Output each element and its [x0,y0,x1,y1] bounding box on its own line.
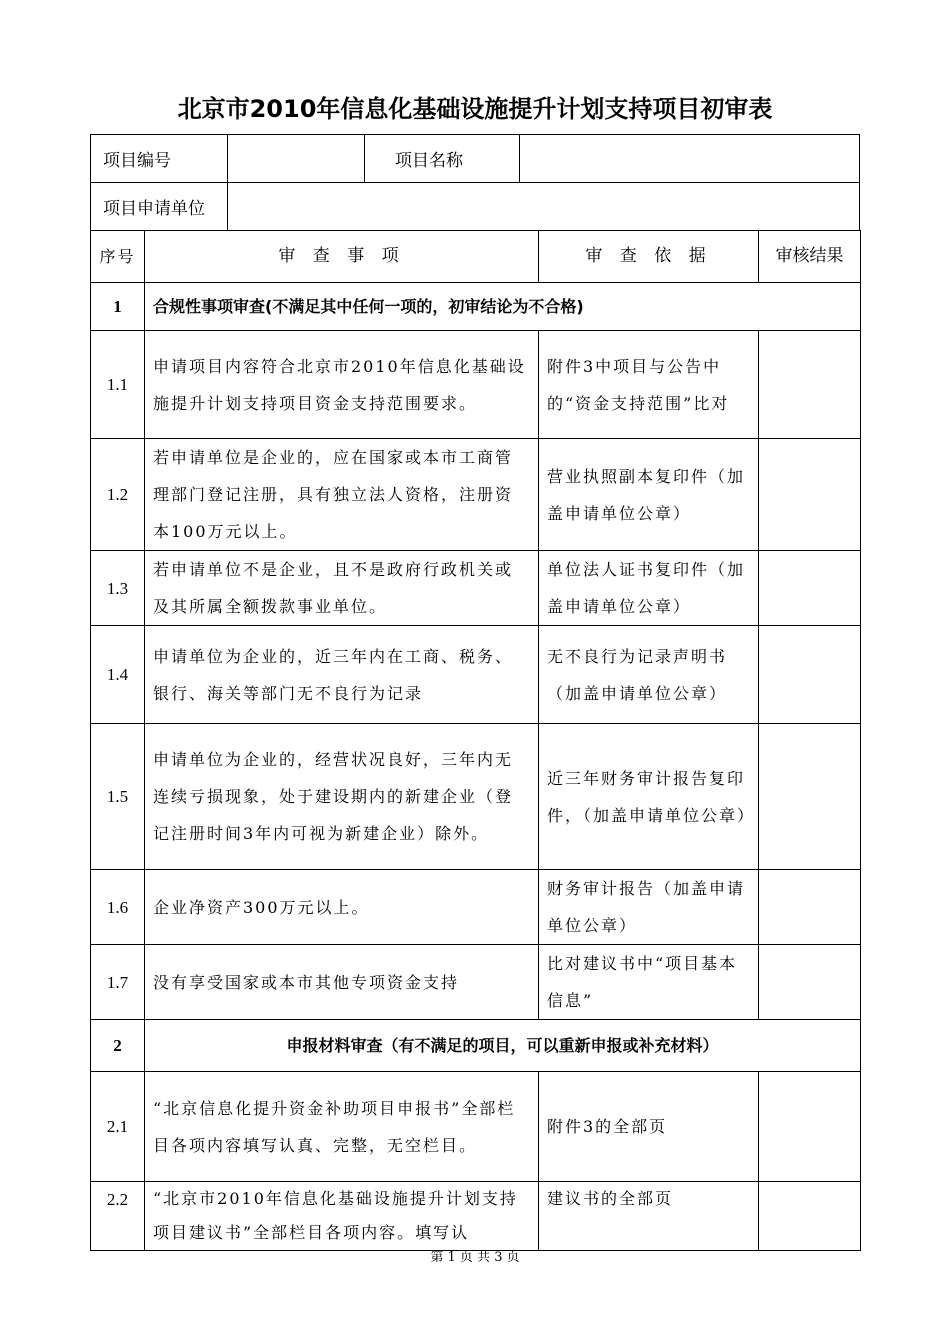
review-basis: 近三年财务审计报告复印件，（加盖申请单位公章） [539,724,759,870]
applicant-field[interactable] [228,183,860,231]
table-header-row [91,231,861,283]
review-result-cell[interactable] [759,870,861,945]
review-result-cell[interactable] [759,1182,861,1251]
row-number: 2.1 [91,1072,145,1182]
review-result-cell[interactable] [759,331,861,439]
section-title: 合规性事项审查(不满足其中任何一项的，初审结论为不合格) [145,283,861,331]
row-number: 1.1 [91,331,145,439]
review-result-cell[interactable] [759,1072,861,1182]
review-item: 申请单位为企业的，近三年内在工商、税务、银行、海关等部门无不良行为记录 [145,626,539,724]
table-row [91,945,861,1020]
review-basis: 建议书的全部页 [539,1182,759,1251]
review-basis: 附件3中项目与公告中的“资金支持范围”比对 [539,331,759,439]
table-row [91,870,861,945]
review-result-cell[interactable] [759,626,861,724]
section-number: 1 [91,283,145,331]
table-row [91,439,861,551]
review-basis: 无不良行为记录声明书（加盖申请单位公章） [539,626,759,724]
review-basis: 附件3的全部页 [539,1072,759,1182]
section-row [91,283,861,331]
table-row [91,331,861,439]
applicant-label: 项目申请单位 [91,183,228,231]
review-item: 企业净资产300万元以上。 [145,870,539,945]
column-header-item: 审 查 事 项 [145,231,539,283]
project-name-label: 项目名称 [365,135,520,183]
project-info-table [90,134,860,231]
review-item: 若申请单位是企业的，应在国家或本市工商管理部门登记注册，具有独立法人资格，注册资本100万元以上。 [145,439,539,551]
row-number: 1.4 [91,626,145,724]
column-header-result: 审核结果 [759,231,861,283]
review-item: 申请单位为企业的，经营状况良好，三年内无连续亏损现象，处于建设期内的新建企业（登记注册时间3年内可视为新建企业）除外。 [145,724,539,870]
table-row [91,724,861,870]
table-row [91,1072,861,1182]
review-item: “北京市2010年信息化基础设施提升计划支持项目建议书”全部栏目各项内容。填写认 [145,1182,539,1251]
table-row [91,1182,861,1251]
page-footer: 第 1 页 共 3 页 [430,1250,520,1265]
project-no-field[interactable] [228,135,365,183]
section-title: 申报材料审查（有不满足的项目，可以重新申报或补充材料） [145,1020,861,1072]
project-name-field[interactable] [520,135,860,183]
section-number: 2 [91,1020,145,1072]
review-basis: 比对建议书中“项目基本信息” [539,945,759,1020]
review-item: 申请项目内容符合北京市2010年信息化基础设施提升计划支持项目资金支持范围要求。 [145,331,539,439]
section-row [91,1020,861,1072]
column-header-basis: 审 查 依 据 [539,231,759,283]
row-number: 1.6 [91,870,145,945]
review-item: “北京信息化提升资金补助项目申报书”全部栏目各项内容填写认真、完整，无空栏目。 [145,1072,539,1182]
project-no-label: 项目编号 [91,135,228,183]
row-number: 1.7 [91,945,145,1020]
row-number: 1.5 [91,724,145,870]
row-number: 1.2 [91,439,145,551]
review-item: 若申请单位不是企业，且不是政府行政机关或及其所属全额拨款事业单位。 [145,551,539,626]
review-basis: 营业执照副本复印件（加盖申请单位公章） [539,439,759,551]
review-result-cell[interactable] [759,439,861,551]
review-result-cell[interactable] [759,551,861,626]
review-result-cell[interactable] [759,724,861,870]
table-row [91,551,861,626]
review-basis: 财务审计报告（加盖申请单位公章） [539,870,759,945]
column-header-seq: 序号 [91,231,145,283]
row-number: 1.3 [91,551,145,626]
row-number: 2.2 [91,1182,145,1251]
page-title: 北京市2010年信息化基础设施提升计划支持项目初审表 [177,95,773,123]
review-result-cell[interactable] [759,945,861,1020]
table-row [91,626,861,724]
review-basis: 单位法人证书复印件（加盖申请单位公章） [539,551,759,626]
review-table [90,230,861,1251]
review-item: 没有享受国家或本市其他专项资金支持 [145,945,539,1020]
